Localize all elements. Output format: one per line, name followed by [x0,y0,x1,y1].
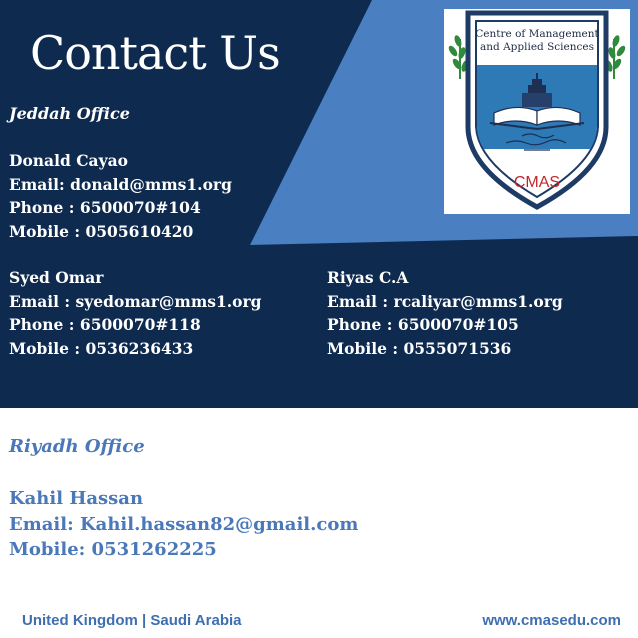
shield-logo-icon [444,9,630,214]
logo-line-1: Centre of Management [475,28,599,40]
contact-mobile: Mobile : 0555071536 [327,338,512,358]
contact-email[interactable]: Email : syedomar@mms1.org [9,291,262,311]
contact-phone: Phone : 6500070#104 [9,198,201,217]
contact-mobile: Mobile : 0536236433 [9,338,194,358]
contact-email[interactable]: Email: Kahil.hassan82@gmail.com [9,513,359,535]
contact-card-donald [9,149,232,243]
footer-locations: United Kingdom | Saudi Arabia [22,612,242,629]
cmas-logo [444,9,630,214]
contact-name: Kahil Hassan [9,488,144,509]
contact-email[interactable]: Email: donald@mms1.org [9,174,232,194]
riyadh-office-heading: Riyadh Office [9,436,145,457]
jeddah-office-heading: Jeddah Office [9,104,130,123]
contact-card-riyas [327,266,563,360]
contact-card-kahil [9,486,358,563]
footer-website-link[interactable]: www.cmasedu.com [482,612,621,629]
logo-brand: CMAS [513,174,561,191]
contact-phone: Phone : 6500070#105 [327,315,519,334]
contact-mobile: Mobile: 0531262225 [9,539,217,560]
contact-email[interactable]: Email : rcaliyar@mms1.org [327,291,563,311]
contact-mobile: Mobile : 0505610420 [9,221,194,241]
contact-card-syed [9,266,261,360]
contact-name: Syed Omar [9,268,104,287]
page-title: Contact Us [30,26,280,80]
logo-line-2: and Applied Sciences [480,41,594,53]
contact-name: Riyas C.A [327,268,409,287]
contact-phone: Phone : 6500070#118 [9,315,201,334]
contact-name: Donald Cayao [9,151,128,170]
